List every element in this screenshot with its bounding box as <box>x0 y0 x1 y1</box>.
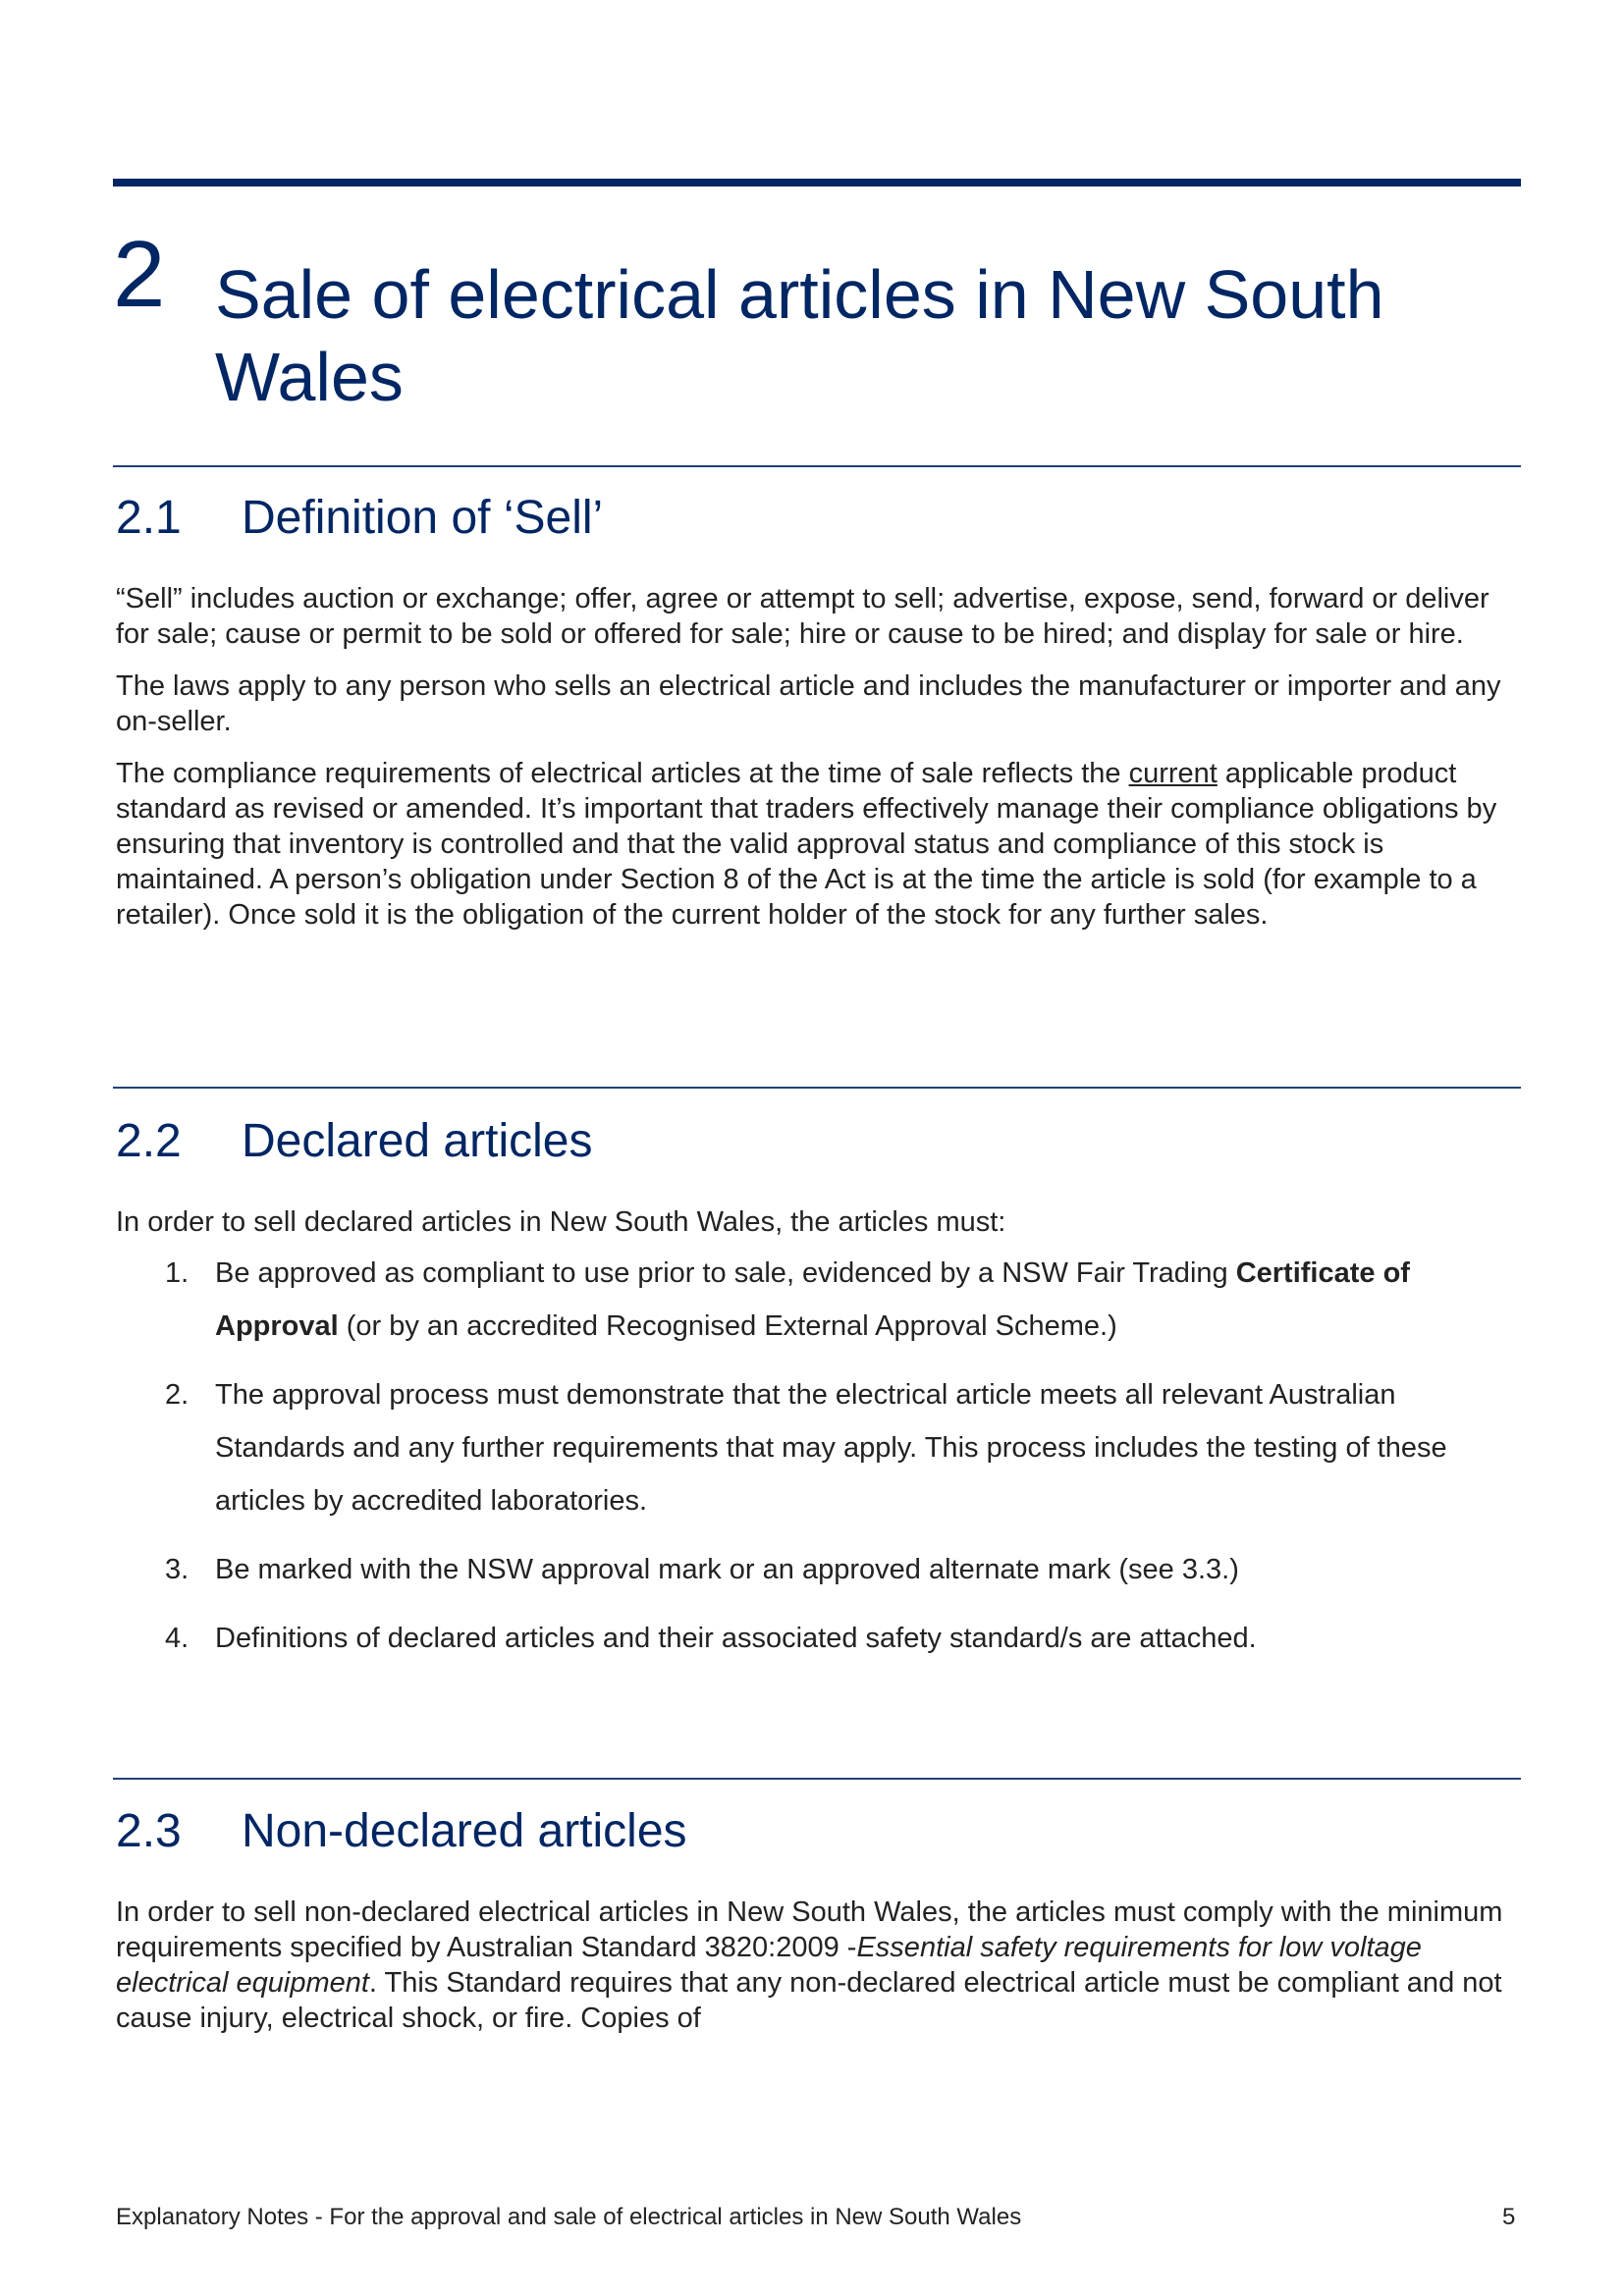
section-divider <box>113 1778 1521 1780</box>
list-text: Definitions of declared articles and their associated safety standard/s are attached. <box>215 1623 1257 1654</box>
section-heading-2-1 <box>116 489 603 548</box>
section-title: Definition of ‘Sell’ <box>242 492 604 544</box>
chapter-number: 2 <box>113 222 166 327</box>
list-marker: 1. <box>165 1257 189 1289</box>
list-text: The approval process must demonstrate that the electrical article meets all relevant Australian Standards and any further requirements that may apply. This process includes the testing of these articles by accredited laboratories. <box>215 1379 1447 1517</box>
footer-text: Explanatory Notes - For the approval and sale of electrical articles in New South Wales <box>116 2204 1022 2230</box>
text-run: . This Standard requires that any non-declared electrical article must be compliant and not cause injury, electrical shock, or fire. Copies of <box>116 1967 1502 2034</box>
section-title: Declared articles <box>242 1115 593 1167</box>
section-title: Non-declared articles <box>242 1805 687 1857</box>
underlined-text: current <box>1128 758 1218 789</box>
list-item <box>116 1543 1520 1596</box>
list-item <box>116 1368 1520 1527</box>
list-marker: 2. <box>165 1379 189 1411</box>
text-run: Be approved as compliant to use prior to sale, evidenced by a NSW Fair Trading <box>215 1257 1236 1289</box>
text-run: In order to sell non-declared electrical articles in New South Wales, the articles must comply with the minimum requirements specified by Australian Standard 3820:2009 - <box>116 1896 1503 1963</box>
section-heading-2-3 <box>116 1802 687 1861</box>
paragraph: The laws apply to any person who sells an electrical article and includes the manufacturer or importer and any on-seller. <box>116 670 1501 737</box>
list-text: Be marked with the NSW approval mark or an approved alternate mark (see 3.3.) <box>215 1554 1239 1585</box>
section-body-2-1 <box>116 581 1520 949</box>
text-run: applicable product standard as revised or amended. It’s important that traders effectively manage their compliance obligations by ensuring that inventory is controlled and that the valid approval status and compliance of this stock is maintained. A person’s obligation under Section 8 of the Act is at the time the article is sold (for example to a retailer). Once sold it is the obligation of the current holder of the stock for any further sales. <box>116 758 1497 931</box>
paragraph: In order to sell declared articles in New South Wales, the articles must: <box>116 1206 1006 1238</box>
list-marker: 3. <box>165 1554 189 1585</box>
section-divider <box>113 465 1521 467</box>
italic-text: Essential safety requirements for low voltage electrical equipment <box>116 1932 1422 1999</box>
section-heading-2-2 <box>116 1112 592 1171</box>
list-item <box>116 1612 1520 1665</box>
paragraph <box>116 756 1520 933</box>
section-number: 2.2 <box>116 1115 182 1167</box>
text-run: The compliance requirements of electrical articles at the time of sale reflects the <box>116 758 1129 789</box>
list-item <box>116 1247 1520 1353</box>
page-number: 5 <box>1502 2204 1516 2230</box>
section-divider <box>113 1087 1521 1089</box>
top-divider <box>113 179 1521 187</box>
declared-articles-list <box>116 1247 1520 1681</box>
list-marker: 4. <box>165 1623 189 1654</box>
paragraph: “Sell” includes auction or exchange; offer, agree or attempt to sell; advertise, expose, send, forward or deliver for sale; cause or permit to be sold or offered for sale; hire or cause to be hired; and display for sale or hire. <box>116 583 1489 650</box>
section-number: 2.1 <box>116 492 182 544</box>
text-run: (or by an accredited Recognised External Approval Scheme.) <box>338 1310 1117 1342</box>
section-body-2-3 <box>116 1895 1520 2053</box>
chapter-title: Sale of electrical articles in New South Wales <box>215 256 1384 415</box>
bold-text: Certificate of Approval <box>215 1257 1410 1342</box>
section-number: 2.3 <box>116 1805 182 1857</box>
paragraph <box>116 1895 1520 2036</box>
